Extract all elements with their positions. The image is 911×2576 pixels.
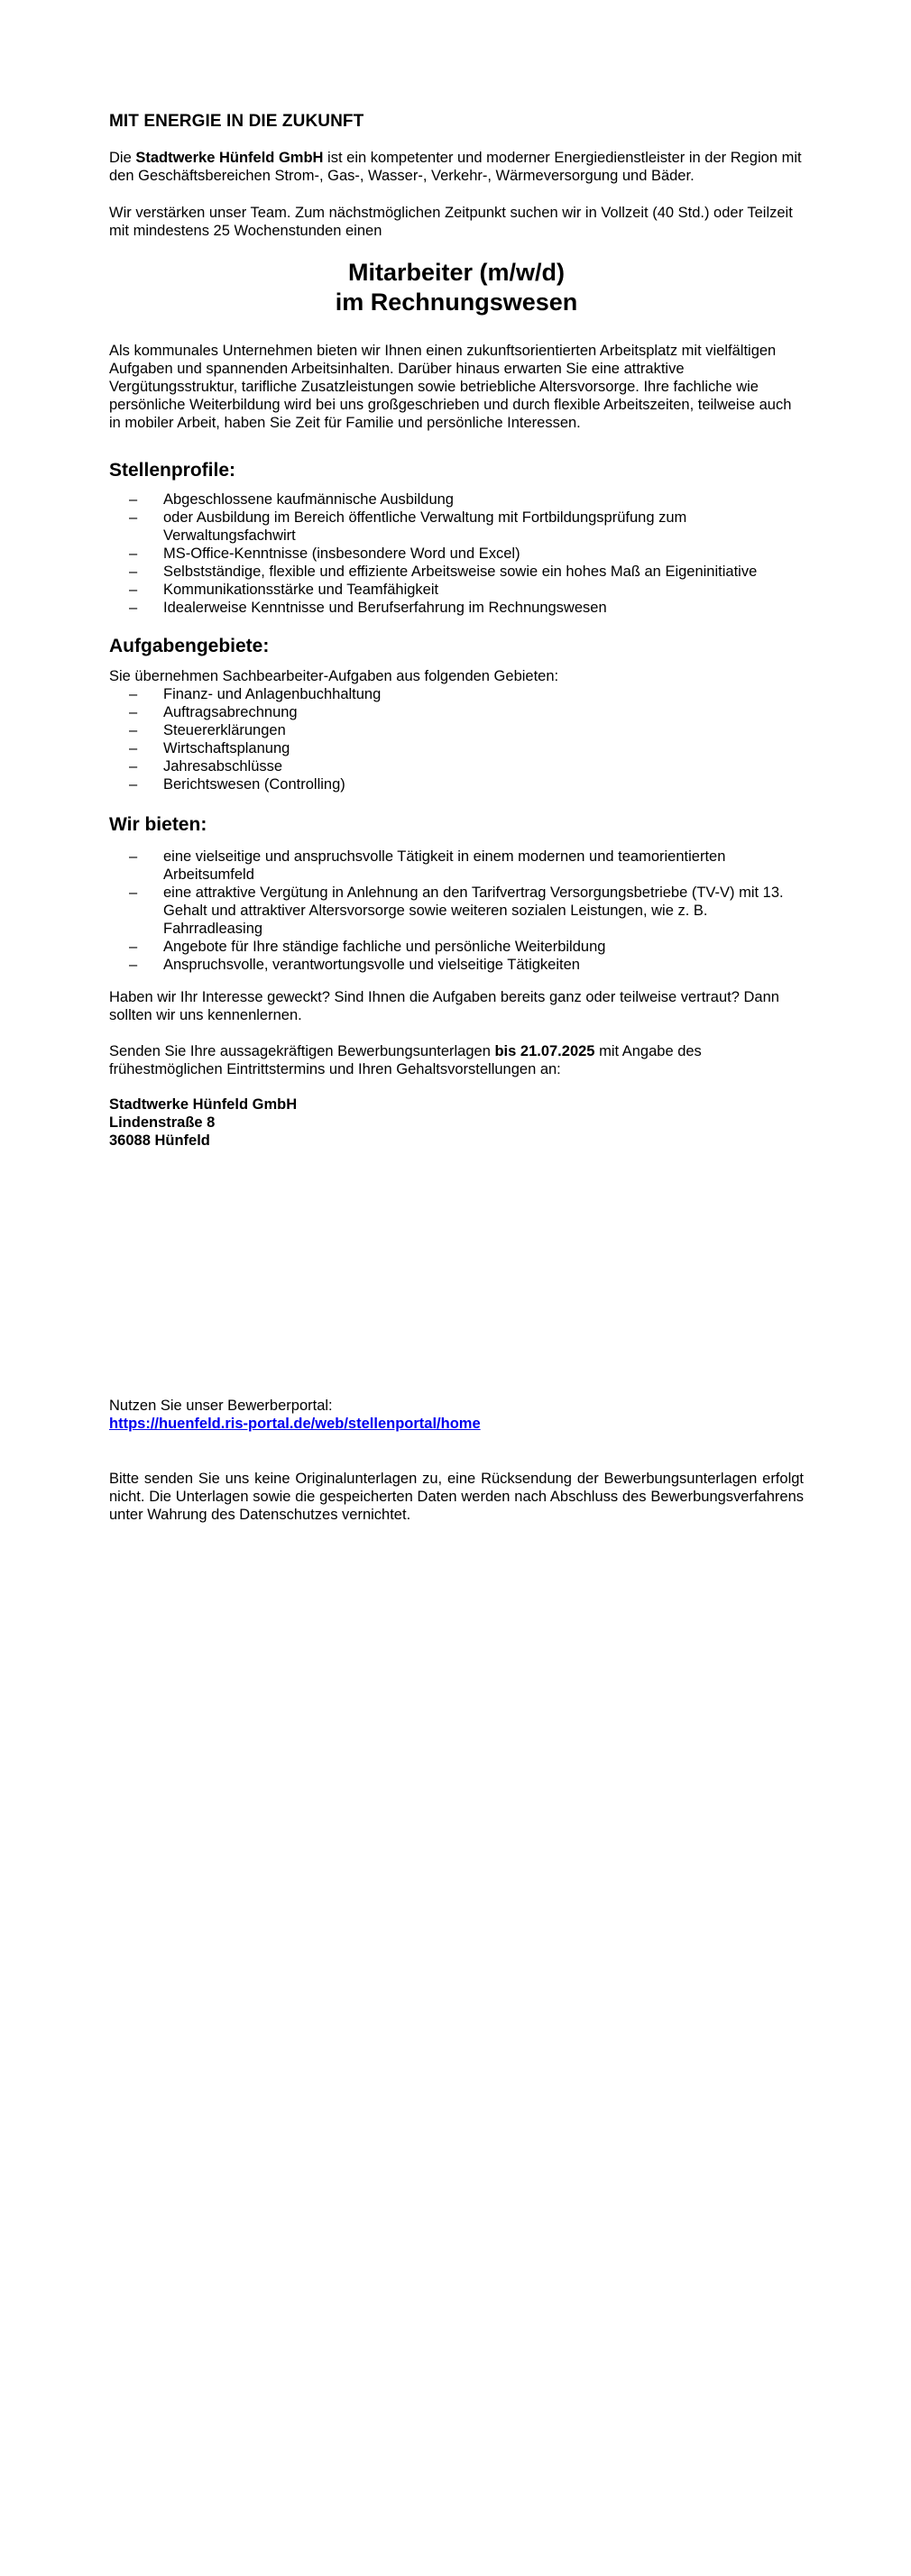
portal-link[interactable]: https://huenfeld.ris-portal.de/web/stellenportal/home [109,1416,481,1432]
portal-label: Nutzen Sie unser Bewerberportal: [109,1398,333,1414]
profile-item [109,509,804,545]
benefit-item [109,938,804,956]
bullet-dash: – [129,704,138,720]
bullet-dash: – [129,722,138,738]
task-item-text: Finanz- und Anlagenbuchhaltung [163,686,382,702]
benefit-item-text: eine vielseitige und anspruchsvolle Tätigkeit in einem modernen und teamorientierten Arbeitsumfeld [163,848,726,883]
apply-paragraph [109,1042,804,1078]
job-title [109,258,804,317]
profile-item-text: MS-Office-Kenntnisse (insbesondere Word und Excel) [163,545,520,562]
address-block [109,1095,804,1150]
tasks-intro: Sie übernehmen Sachbearbeiter-Aufgaben aus folgenden Gebieten: [109,668,559,684]
profile-item-text: Selbstständige, flexible und effiziente Arbeitsweise sowie ein hohes Maß an Eigeninitiative [163,564,758,580]
task-item [109,739,804,757]
tasks-list [109,685,804,793]
bullet-dash: – [129,776,138,793]
task-item [109,757,804,775]
profile-item [109,581,804,599]
apply-suffix: mit Angabe des frühestmöglichen Eintrittstermins und Ihren Gehaltsvorstellungen an: [109,1043,702,1077]
profile-item-text: Kommunikationsstärke und Teamfähigkeit [163,582,439,598]
task-item-text: Jahresabschlüsse [163,758,283,775]
task-item-text: Berichtswesen (Controlling) [163,776,345,793]
team-paragraph: Wir verstärken unser Team. Zum nächstmöglichen Zeitpunkt suchen wir in Vollzeit (40 Std.) oder Teilzeit mit mindestens 25 Wochenstunden einen [109,205,793,239]
bullet-dash: – [129,582,138,598]
task-item-text: Steuererklärungen [163,722,286,738]
bullet-dash: – [129,957,138,973]
benefit-item-text: Angebote für Ihre ständige fachliche und persönliche Weiterbildung [163,939,606,955]
benefit-item-text: eine attraktive Vergütung in Anlehnung an den Tarifvertrag Versorgungsbetriebe (TV-V) mit 13. Gehalt und attraktiver Altersvorsorge sowie weiteren sozialen Leistungen, wie z. B. Fahrradleasing [163,885,784,937]
bullet-dash: – [129,758,138,775]
task-item [109,721,804,739]
address-street: Lindenstraße 8 [109,1114,216,1131]
bullet-dash: – [129,545,138,562]
job-title-line2: im Rechnungswesen [335,289,578,316]
task-item-text: Wirtschaftsplanung [163,740,290,756]
task-item [109,775,804,793]
bullet-dash: – [129,509,138,526]
profile-item [109,599,804,617]
offer-paragraph: Als kommunales Unternehmen bieten wir Ihnen einen zukunftsorientierten Arbeitsplatz mit vielfältigen Aufgaben und spannenden Arbeitsinhalten. Darüber hinaus erwarten Sie eine attraktive Vergütungsstruktur, tarifliche Zusatzleistungen sowie betriebliche Altersvorsorge. Ihre fachliche wie persönliche Weiterbildung wird bei uns großgeschrieben und durch flexible Arbeitszeiten, teilweise auch in mobiler Arbeit, haben Sie Zeit für Familie und persönliche Interessen. [109,343,792,431]
bullet-dash: – [129,939,138,955]
profile-list [109,490,804,617]
benefits-heading: Wir bieten: [109,814,207,835]
benefit-item-text: Anspruchsvolle, verantwortungsvolle und vielseitige Tätigkeiten [163,957,580,973]
address-company: Stadtwerke Hünfeld GmbH [109,1096,298,1113]
profile-item [109,545,804,563]
benefit-item [109,956,804,974]
intro-paragraph [109,149,804,185]
task-item-text: Auftragsabrechnung [163,704,298,720]
apply-prefix: Senden Sie Ihre aussagekräftigen Bewerbungsunterlagen [109,1043,495,1059]
benefit-item [109,884,804,938]
intro-company: Stadtwerke Hünfeld GmbH [135,150,324,166]
bullet-dash: – [129,491,138,508]
task-item [109,703,804,721]
bullet-dash: – [129,848,138,865]
profile-item-text: Idealerweise Kenntnisse und Berufserfahrung im Rechnungswesen [163,600,607,616]
apply-deadline: bis 21.07.2025 [494,1043,595,1059]
profile-item-text: oder Ausbildung im Bereich öffentliche Verwaltung mit Fortbildungsprüfung zum Verwaltungsfachwirt [163,509,687,544]
profile-item-text: Abgeschlossene kaufmännische Ausbildung [163,491,454,508]
job-title-line1: Mitarbeiter (m/w/d) [347,259,566,286]
bullet-dash: – [129,564,138,580]
profile-item [109,490,804,509]
intro-prefix: Die [109,150,136,166]
benefits-list [109,848,804,974]
task-item [109,685,804,703]
footer-paragraph: Bitte senden Sie uns keine Originalunterlagen zu, eine Rücksendung der Bewerbungsunterlagen erfolgt nicht. Die Unterlagen sowie die gespeicherten Daten werden nach Abschluss des Bewerbungsverfahrens unter Wahrung des Datenschutzes vernichtet. [109,1471,804,1523]
intro-suffix: ist ein kompetenter und moderner Energiedienstleister in der Region mit den Geschäftsbereichen Strom-, Gas-, Wasser-, Verkehr-, Wärmeversorgung und Bäder. [109,150,802,184]
bullet-dash: – [129,686,138,702]
profile-heading: Stellenprofile: [109,460,236,481]
address-city: 36088 Hünfeld [109,1132,210,1149]
headline: MIT ENERGIE IN DIE ZUKUNFT [109,112,364,131]
benefit-item [109,848,804,884]
interest-paragraph: Haben wir Ihr Interesse geweckt? Sind Ihnen die Aufgaben bereits ganz oder teilweise vertraut? Dann sollten wir uns kennenlernen. [109,989,779,1023]
bullet-dash: – [129,740,138,756]
tasks-heading: Aufgabengebiete: [109,636,270,656]
portal-block [109,1397,804,1433]
profile-item [109,563,804,581]
bullet-dash: – [129,600,138,616]
bullet-dash: – [129,885,138,901]
